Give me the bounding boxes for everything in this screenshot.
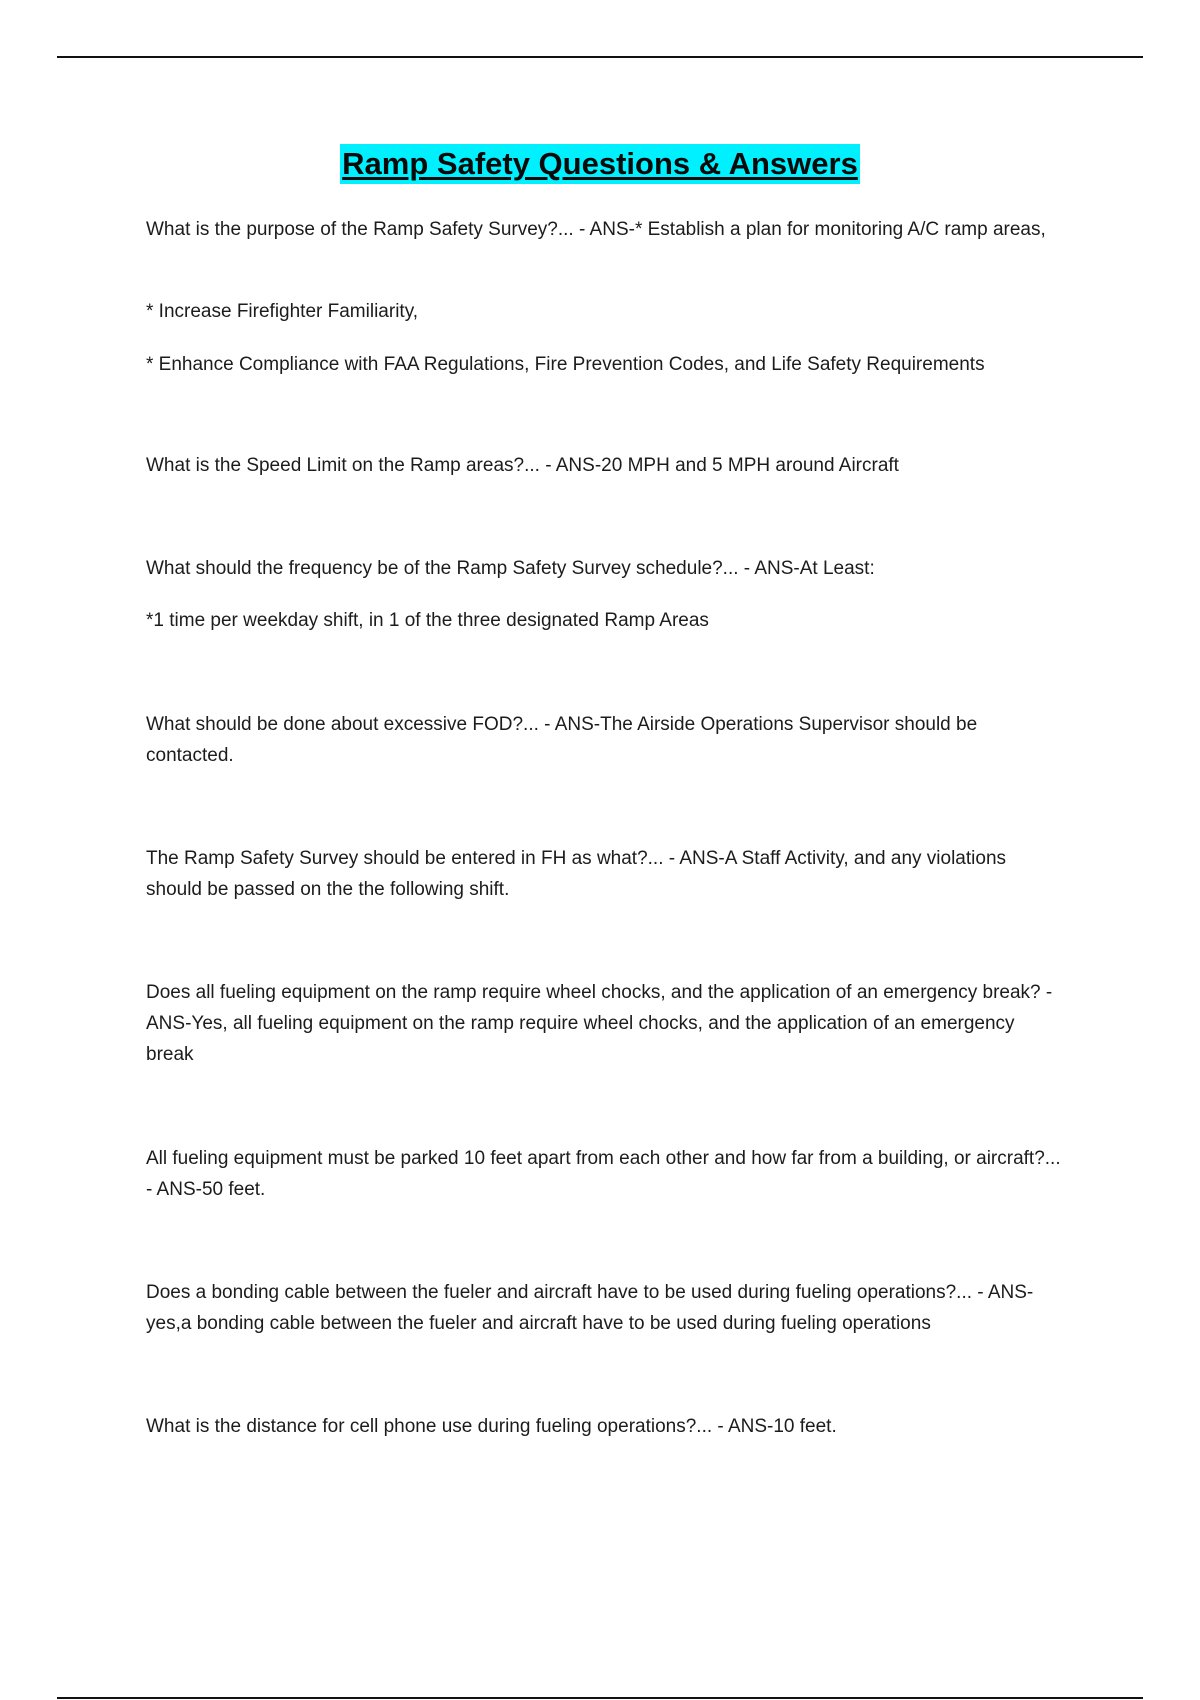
qa-paragraph-3: * Enhance Compliance with FAA Regulations, Fire Prevention Codes, and Life Safety Requirements — [146, 354, 985, 375]
document-title: Ramp Safety Questions & Answers — [340, 144, 860, 184]
qa-paragraph-2: * Increase Firefighter Familiarity, — [146, 301, 419, 322]
qa-paragraph-9: Does all fueling equipment on the ramp require wheel chocks, and the application of an emergency break? - ANS-Yes, all fueling equipment on the ramp require wheel chocks, and the application of an emergency break — [146, 982, 1053, 1065]
qa-paragraph-1: What is the purpose of the Ramp Safety Survey?... - ANS-* Establish a plan for monitoring A/C ramp areas, — [146, 219, 1046, 240]
qa-paragraph-11: Does a bonding cable between the fueler and aircraft have to be used during fueling operations?... - ANS-yes,a bonding cable between the fueler and aircraft have to be used during fueling operations — [146, 1282, 1034, 1334]
qa-paragraph-12: What is the distance for cell phone use during fueling operations?... - ANS-10 feet. — [146, 1416, 837, 1437]
qa-paragraph-8: The Ramp Safety Survey should be entered in FH as what?... - ANS-A Staff Activity, and any violations should be passed on the the following shift. — [146, 848, 1007, 900]
title-container — [0, 144, 1200, 184]
qa-paragraph-10: All fueling equipment must be parked 10 feet apart from each other and how far from a building, or aircraft?... - ANS-50 feet. — [146, 1148, 1061, 1200]
footer-rule — [57, 1697, 1143, 1699]
header-rule — [57, 56, 1143, 58]
qa-paragraph-4: What is the Speed Limit on the Ramp areas?... - ANS-20 MPH and 5 MPH around Aircraft — [146, 455, 899, 476]
qa-paragraph-7: What should be done about excessive FOD?... - ANS-The Airside Operations Supervisor should be contacted. — [146, 714, 978, 766]
qa-paragraph-5: What should the frequency be of the Ramp Safety Survey schedule?... - ANS-At Least: — [146, 558, 875, 579]
qa-paragraph-6: *1 time per weekday shift, in 1 of the three designated Ramp Areas — [146, 610, 709, 631]
